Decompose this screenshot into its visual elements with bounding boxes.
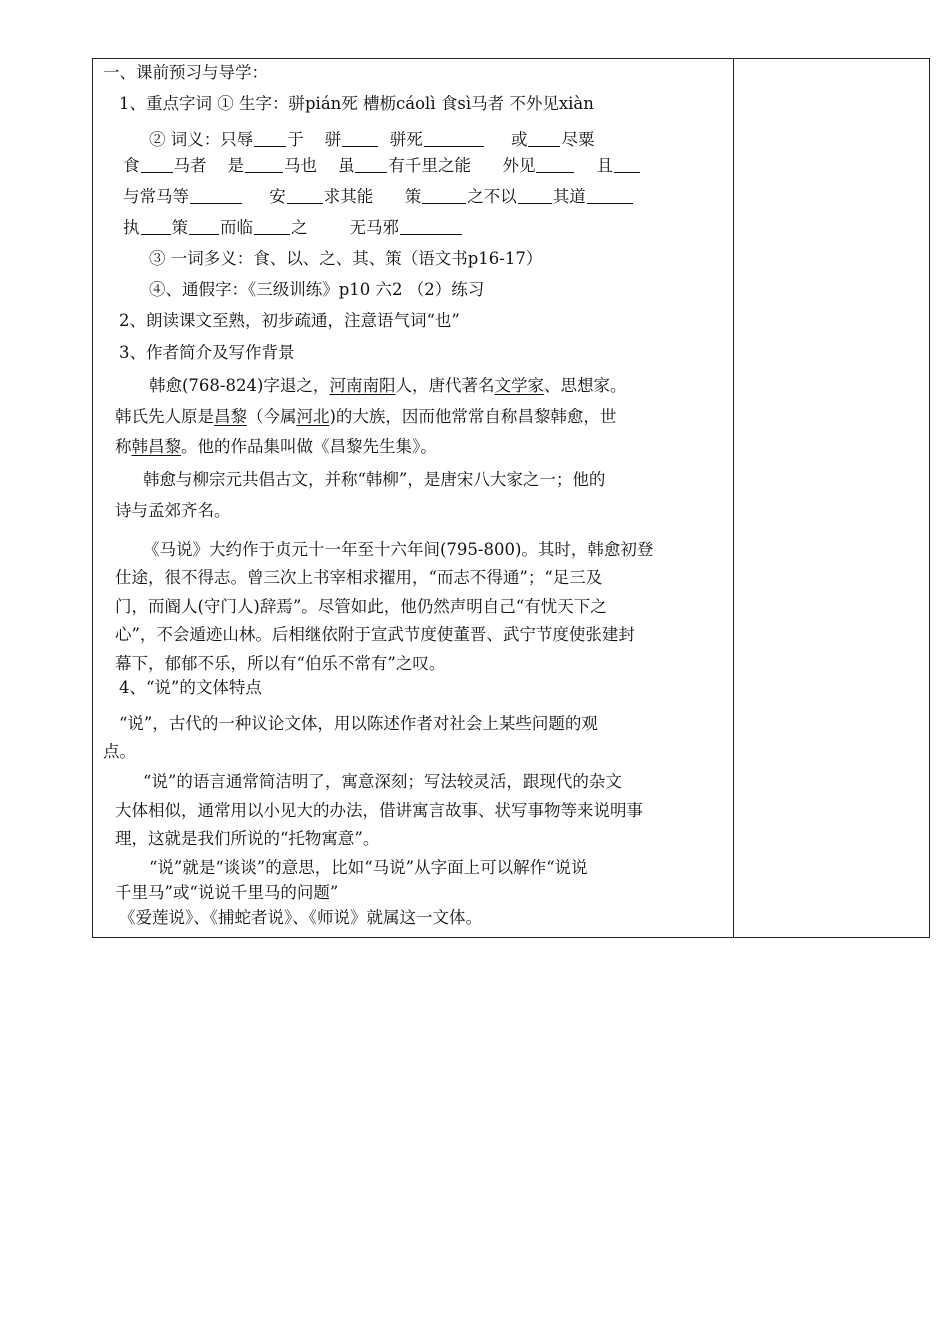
meaning-line-2: 千里马”或“说说千里马的问题” [115, 883, 339, 902]
bio-line-3: 称韩昌黎。他的作品集叫做《昌黎先生集》。 [115, 437, 437, 456]
hanchangli-underlined: 韩昌黎 [131, 437, 181, 456]
vocab-line-1: ② 词义：只辱 于 骈 骈死 或 尽粟 [149, 130, 595, 149]
item2-line: 2、朗读课文至熟，初步疏通，注意语气词“也” [119, 311, 460, 330]
bio-line-1: 韩愈(768-824)字退之，河南南阳人，唐代著名文学家、思想家。 [149, 376, 627, 395]
vocab-line-3: 与常马等 安 求其能 策 之不以 其道 [123, 186, 634, 208]
place-underlined: 河南南阳 [329, 376, 396, 395]
vocab-line-4: 执 策 而临 之 无马邪 [123, 217, 463, 239]
genre-line-1: “说”，古代的一种议论文体，用以陈述作者对社会上某些问题的观 [119, 714, 598, 733]
item1-heading: 1、重点字词 ① 生字：骈pián死 槽枥cáolì 食sì马者 不外见xiàn [119, 94, 594, 113]
main-cell [93, 59, 733, 937]
background-line-4: 心”，不会遁迹山林。后相继依附于宣武节度使董晋、武宁节度使张建封 [115, 625, 635, 644]
tongjia-line: ④、通假字：《三级训练》p10 六2 （2）练习 [149, 280, 485, 299]
language-line-1: “说”的语言通常简洁明了，寓意深刻；写法较灵活，跟现代的杂文 [143, 772, 622, 791]
role-underlined: 文学家 [494, 376, 544, 395]
background-line-1: 《马说》大约作于贞元十一年至十六年间(795-800)。其时，韩愈初登 [143, 540, 654, 559]
hanliu-line-1: 韩愈与柳宗元共倡古文，并称“韩柳”，是唐宋八大家之一；他的 [143, 470, 606, 489]
hanliu-line-2: 诗与孟郊齐名。 [115, 501, 231, 520]
hebei-underlined: 河北 [296, 407, 330, 426]
language-line-3: 理，这就是我们所说的“托物寓意”。 [115, 829, 380, 848]
meaning-line-1: “说”就是“谈谈”的意思，比如“马说”从字面上可以解作“说说 [149, 858, 588, 877]
language-line-2: 大体相似，通常用以小见大的办法，借讲寓言故事、状写事物等来说明事 [115, 801, 643, 820]
genre-line-2: 点。 [103, 742, 136, 761]
section-title: 一、课前预习与导学： [103, 63, 268, 82]
bio-line-2: 韩氏先人原是昌黎（今属河北)的大族，因而他常常自称昌黎韩愈，世 [115, 407, 617, 426]
lesson-table [92, 58, 930, 938]
background-line-5: 幕下，郁郁不乐，所以有“伯乐不常有”之叹。 [115, 654, 446, 673]
item4-heading: 4、“说”的文体特点 [119, 678, 262, 697]
item3-heading: 3、作者简介及写作背景 [119, 343, 295, 362]
background-line-3: 门，而阍人(守门人)辞焉”。尽管如此，他仍然声明自己“有忧天下之 [115, 597, 607, 616]
polysemy-line: ③ 一词多义：食、以、之、其、策（语文书p16-17） [149, 249, 543, 268]
column-divider [733, 59, 734, 937]
changli-underlined: 昌黎 [214, 407, 247, 426]
background-line-2: 仕途，很不得志。曾三次上书宰相求擢用，“而志不得通”；“足三及 [115, 568, 603, 587]
vocab-line-2: 食 马者 是 马也 虽 有千里之能 外见 且 [123, 155, 641, 177]
examples-line: 《爱莲说》、《捕蛇者说》、《师说》就属这一文体。 [119, 908, 482, 927]
